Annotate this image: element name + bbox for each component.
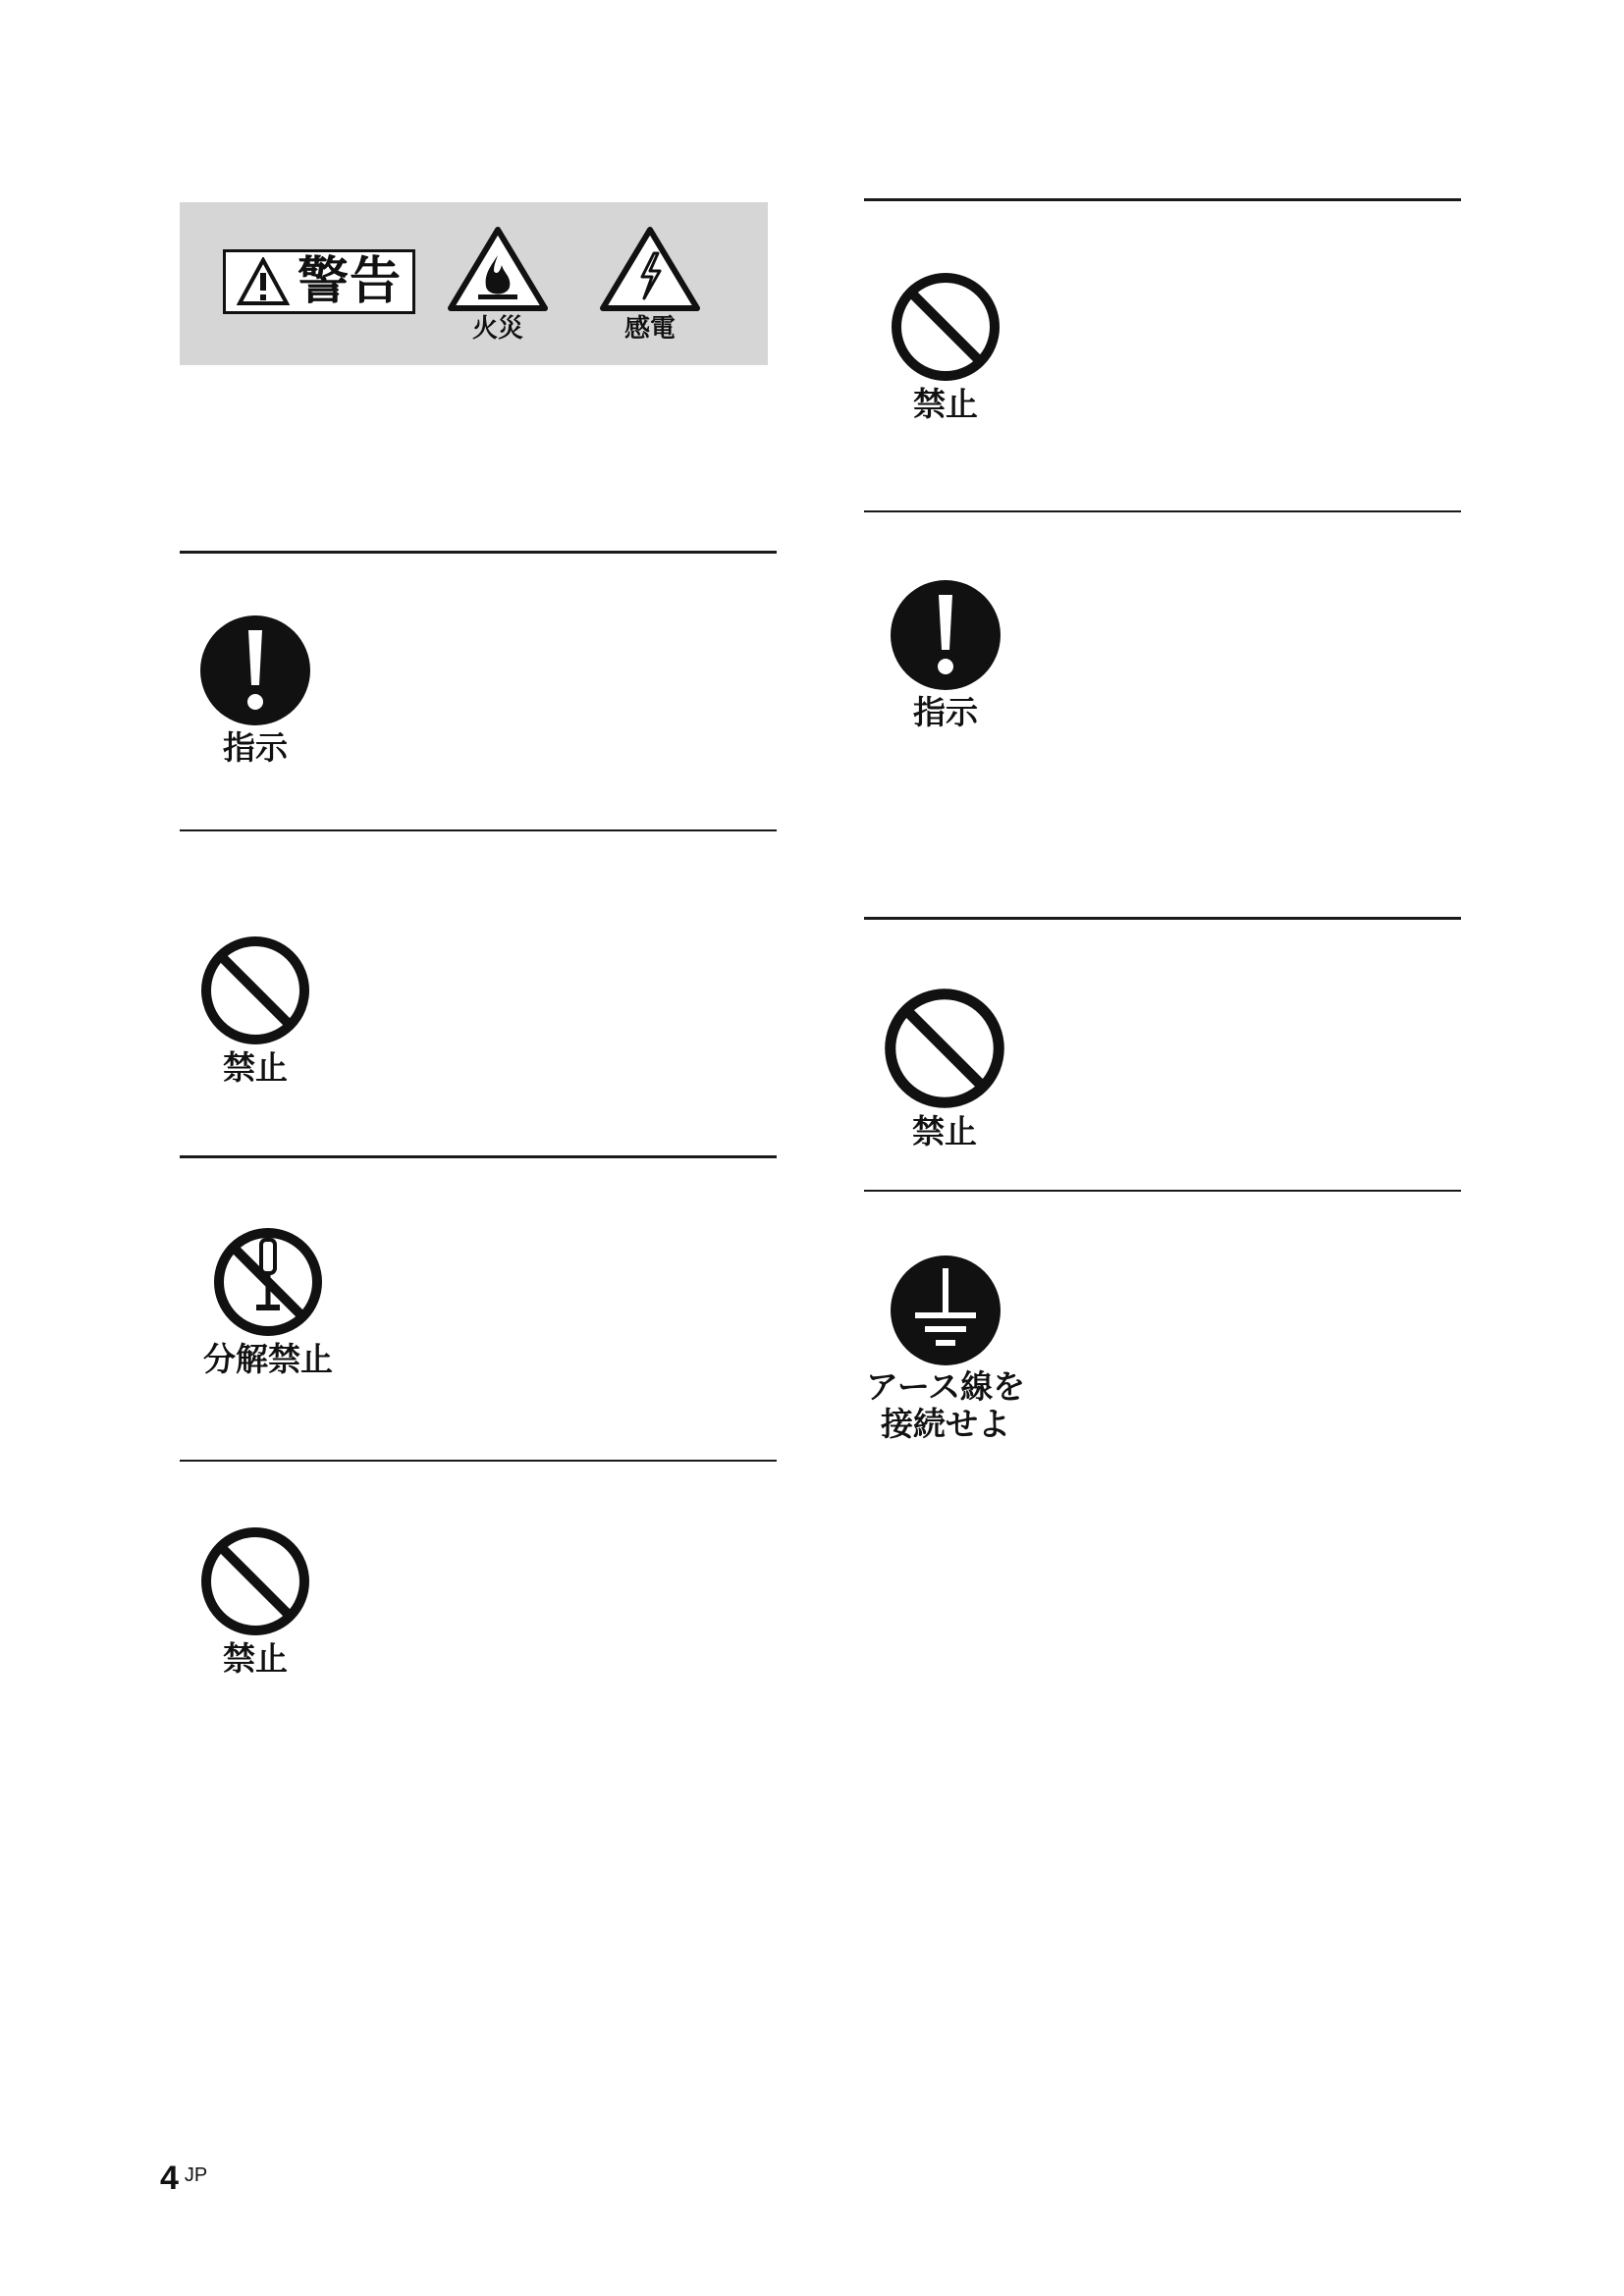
page-number — [160, 2160, 207, 2198]
prohibition-icon — [199, 1525, 311, 1637]
instruction-symbol — [177, 614, 334, 768]
exclamation-icon — [890, 579, 1001, 691]
divider — [864, 510, 1461, 512]
symbol-label: 禁止 — [223, 1048, 288, 1087]
ground-icon — [890, 1255, 1001, 1366]
symbol-label: 指示 — [223, 728, 288, 767]
ground-wire-symbol — [857, 1255, 1034, 1443]
warning-title-box — [223, 249, 415, 314]
warning-title: 警告 — [297, 252, 402, 311]
divider — [180, 1155, 777, 1158]
lightning-icon — [599, 226, 701, 312]
symbol-label: 指示 — [913, 693, 978, 731]
divider — [864, 1190, 1461, 1192]
warning-triangle-icon — [237, 257, 290, 306]
symbol-label-line: アース線を — [865, 1367, 1026, 1406]
exclamation-icon — [199, 614, 311, 726]
prohibition-symbol — [177, 1525, 334, 1679]
prohibition-icon — [199, 934, 311, 1046]
divider — [864, 198, 1461, 201]
no-disassembly-symbol — [189, 1226, 347, 1379]
prohibition-symbol — [866, 987, 1023, 1151]
symbol-label: 分解禁止 — [203, 1340, 333, 1378]
electric-shock-hazard — [596, 226, 704, 342]
divider — [180, 829, 777, 831]
page-language-suffix: JP — [184, 2164, 208, 2186]
symbol-label: 禁止 — [223, 1639, 288, 1678]
divider — [864, 917, 1461, 920]
prohibition-icon — [883, 987, 1006, 1110]
symbol-label — [857, 1368, 1034, 1443]
no-disassembly-icon — [212, 1226, 324, 1338]
prohibition-icon — [890, 271, 1001, 383]
divider — [180, 1460, 777, 1462]
electric-shock-hazard-label: 感電 — [623, 314, 676, 344]
fire-hazard — [444, 226, 552, 342]
symbol-label: 禁止 — [913, 385, 978, 423]
symbol-label: 禁止 — [912, 1112, 977, 1150]
page-number-value: 4 — [160, 2160, 179, 2197]
prohibition-symbol — [867, 271, 1024, 424]
symbol-label-line: 接続せよ — [881, 1404, 1010, 1443]
warning-banner — [180, 202, 768, 365]
divider — [180, 551, 777, 554]
fire-icon — [447, 226, 549, 312]
fire-hazard-label: 火災 — [471, 314, 523, 344]
prohibition-symbol — [177, 934, 334, 1088]
instruction-symbol — [867, 579, 1024, 732]
